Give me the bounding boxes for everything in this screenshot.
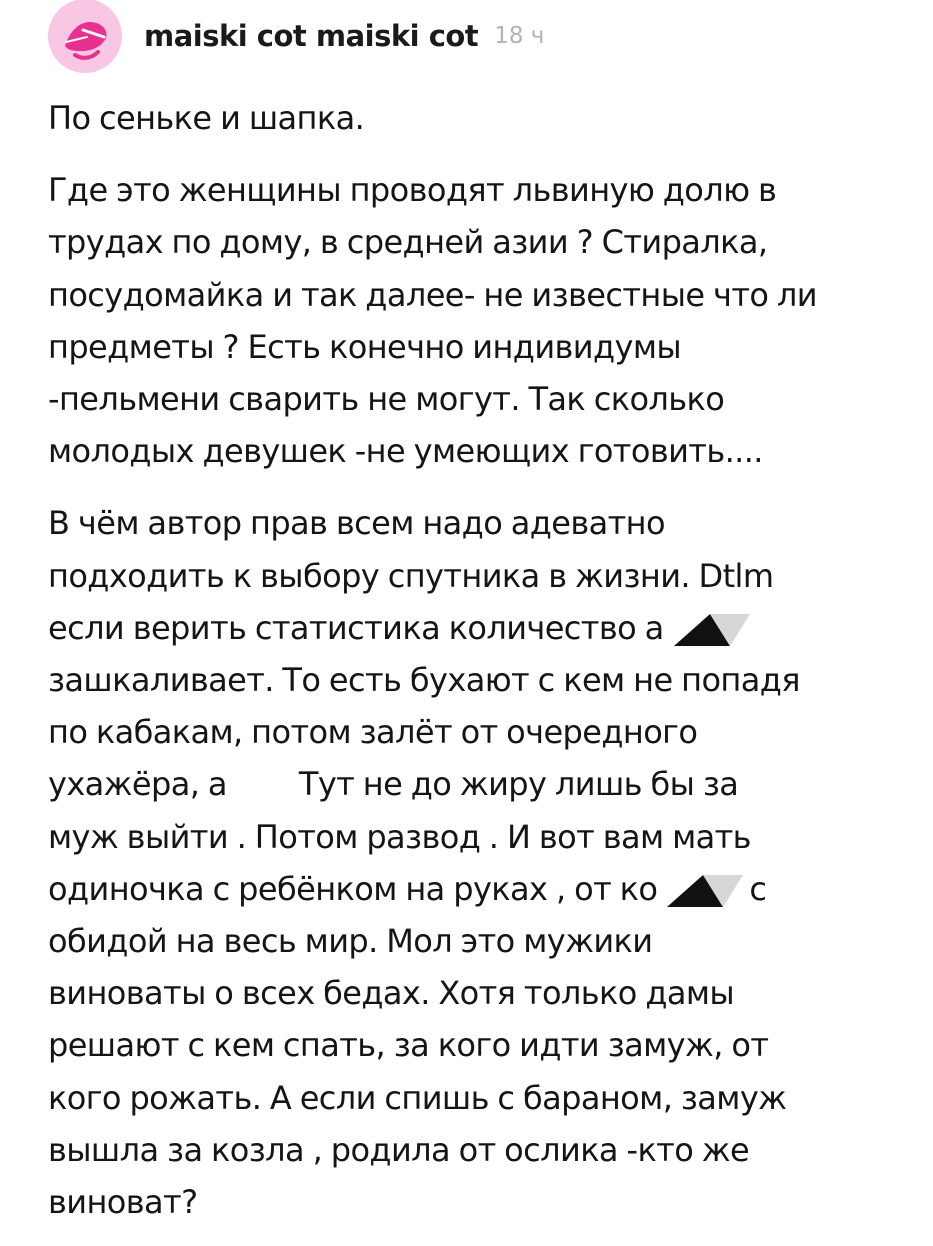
text-fragment: Тут не до жиру лишь бы за: [298, 765, 739, 804]
comment-author[interactable]: maiski cot maiski cot: [144, 19, 479, 53]
text-line: -пельмени сварить не могут. Так сколько: [48, 380, 725, 419]
text-line: [48, 863, 898, 915]
text-line: По сеньке и шапка.: [48, 99, 365, 137]
text-fragment: одиночка с ребёнком на руках , от ко: [48, 869, 658, 908]
text-line: муж выйти . Потом развод . И вот вам мать: [48, 817, 751, 856]
text-line: предметы ? Есть конечно индивидумы: [48, 327, 682, 366]
text-line: молодых девушек -не умеющих готовить....: [48, 432, 763, 471]
pink-cat-avatar-icon[interactable]: [48, 0, 122, 73]
text-line: по кабакам, потом залёт от очередного: [48, 713, 698, 752]
text-line: Где это женщины проводят львиную долю в: [48, 171, 777, 210]
redaction-triangle-icon: [659, 873, 749, 909]
text-line: В чём автор прав всем надо адеватно: [48, 504, 665, 543]
paragraph-3: [48, 497, 898, 1228]
paragraph-2: [48, 164, 898, 477]
text-line: кого рожать. А если спишь с бараном, замуж: [48, 1078, 787, 1117]
text-fragment: если верить статистика количество а: [48, 608, 664, 647]
text-line: подходить к выбору спутника в жизни. Dtlm: [48, 556, 774, 595]
text-line: зашкаливает. То есть бухают с кем не попадя: [48, 661, 800, 700]
text-line: виноват?: [48, 1183, 198, 1222]
text-line: решают с кем спать, за кого идти замуж, от: [48, 1026, 769, 1065]
text-fragment: с: [749, 869, 767, 908]
text-line: виноваты о всех бедах. Хотя только дамы: [48, 974, 735, 1013]
redaction-triangle-icon: [666, 612, 756, 648]
comment-time: 18 ч: [494, 23, 545, 49]
text-line: вышла за козла , родила от ослика -кто же: [48, 1130, 750, 1169]
text-fragment: ухажёра, а: [48, 765, 227, 804]
text-line: [48, 602, 898, 654]
text-line: обидой на весь мир. Мол это мужики: [48, 922, 653, 961]
paragraph-1: [48, 92, 898, 144]
comment-body: [48, 92, 898, 1246]
comment-header: [48, 0, 544, 72]
text-line: трудах по дому, в средней азии ? Стиралка,: [48, 223, 768, 262]
text-line: [48, 758, 898, 810]
text-line: посудомайка и так далее- не известные что ли: [48, 275, 817, 314]
redacted-gap: [227, 785, 299, 795]
